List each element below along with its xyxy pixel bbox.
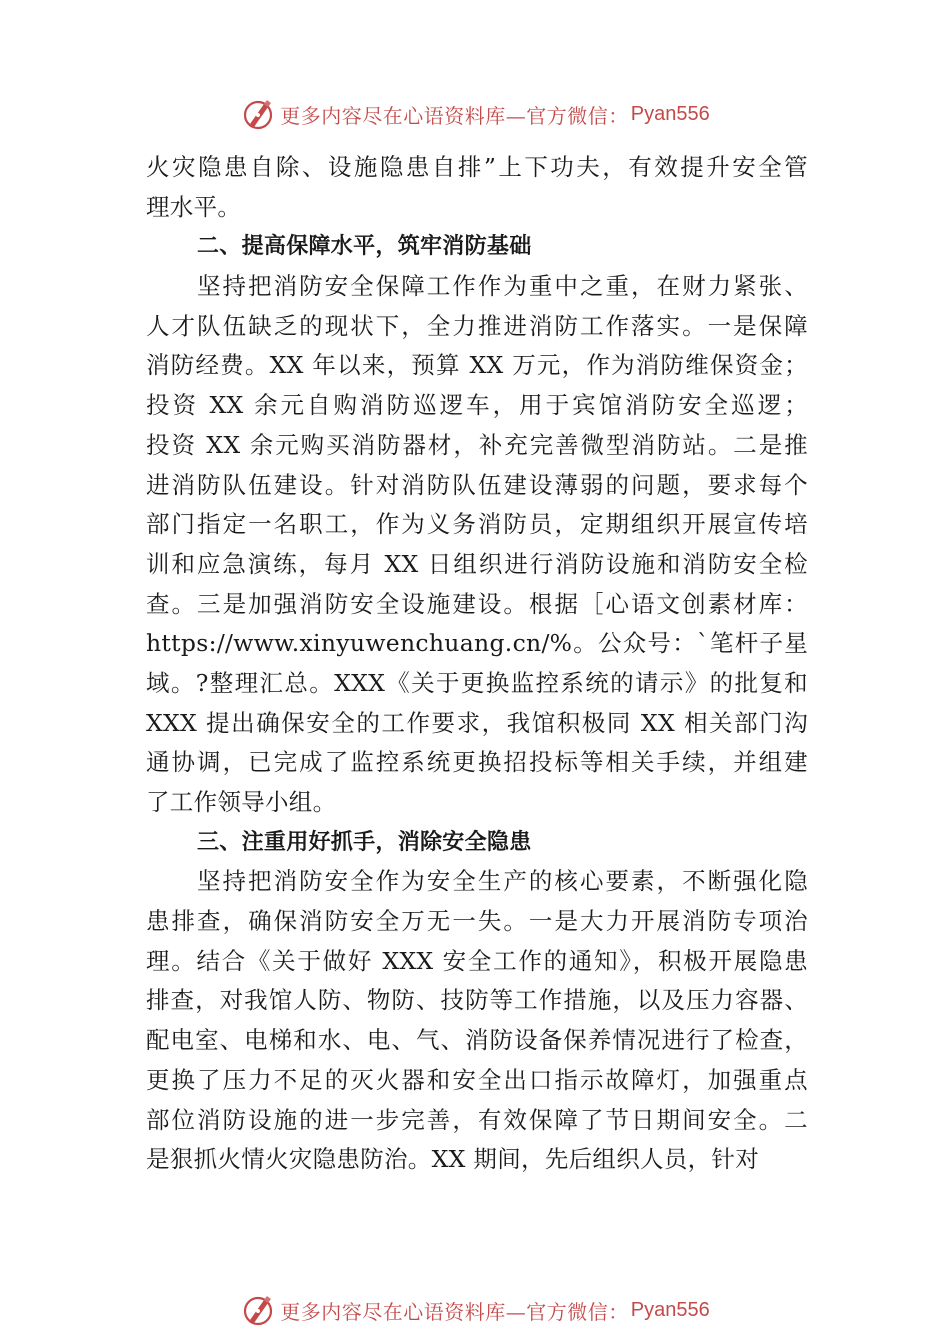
paragraph-line: 查。三是加强消防安全设施建设。根据［心语文创素材库： — [146, 589, 808, 618]
paragraph-line: 部门指定一名职工，作为义务消防员，定期组织开展宣传培 — [146, 510, 808, 539]
paragraph-line: 消防经费。XX 年以来，预算 XX 万元，作为消防维保资金； — [146, 351, 808, 380]
paragraph-line: 配电室、电梯和水、电、气、消防设备保养情况进行了检查， — [146, 1026, 808, 1055]
paragraph-line: 理。结合《关于做好 XXX 安全工作的通知》，积极开展隐患 — [146, 946, 808, 975]
paragraph-line: 是狠抓火情火灾隐患防治。XX 期间，先后组织人员，针对 — [146, 1145, 760, 1174]
section-heading: 二、提高保障水平，筑牢消防基础 — [197, 234, 532, 260]
header-watermark-banner — [0, 94, 950, 134]
paragraph-line: 进消防队伍建设。针对消防队伍建设薄弱的问题，要求每个 — [146, 470, 808, 499]
paragraph-line: 投资 XX 余元购买消防器材，补充完善微型消防站。二是推 — [146, 430, 808, 459]
pen-nib-logo-icon — [240, 96, 276, 132]
banner-wechat-id: Pyan556 — [630, 1298, 710, 1321]
banner-text: 更多内容尽在心语资料库—官方微信： — [280, 103, 629, 128]
paragraph-line: 训和应急演练，每月 XX 日组织进行消防设施和消防安全检 — [146, 549, 808, 578]
banner-text: 更多内容尽在心语资料库—官方微信： — [280, 1299, 629, 1324]
paragraph-line: 人才队伍缺乏的现状下，全力推进消防工作落实。一是保障 — [146, 311, 808, 340]
paragraph-line: 坚持把消防安全作为安全生产的核心要素，不断强化隐 — [197, 867, 808, 896]
paragraph-line: 火灾隐患自除、设施隐患自排”上下功夫，有效提升安全管 — [146, 153, 808, 181]
paragraph-line: 患排查，确保消防安全万无一失。一是大力开展消防专项治 — [146, 907, 808, 936]
banner-wechat-id: Pyan556 — [630, 102, 710, 125]
paragraph-line: 投资 XX 余元自购消防巡逻车，用于宾馆消防安全巡逻； — [146, 391, 808, 420]
paragraph-line: XXX 提出确保安全的工作要求，我馆积极同 XX 相关部门沟 — [146, 708, 808, 737]
paragraph-line: 域。?整理汇总。XXX《关于更换监控系统的请示》的批复和 — [146, 668, 808, 697]
paragraph-line: 通协调，已完成了监控系统更换招投标等相关手续，并组建 — [146, 748, 808, 777]
paragraph-line: 排查，对我馆人防、物防、技防等工作措施，以及压力容器、 — [146, 986, 808, 1015]
footer-watermark-banner — [0, 1290, 950, 1330]
paragraph-line: 理水平。 — [146, 192, 242, 221]
paragraph-line: https://www.xinyuwenchuang.cn/%。公众号：`笔杆子星 — [146, 629, 808, 658]
pen-nib-logo-icon — [240, 1292, 276, 1328]
paragraph-line: 了工作领导小组。 — [146, 788, 337, 816]
paragraph-line: 更换了压力不足的灭火器和安全出口指示故障灯，加强重点 — [146, 1065, 808, 1094]
section-heading: 三、注重用好抓手，消除安全隐患 — [197, 829, 532, 855]
paragraph-line: 部位消防设施的进一步完善，有效保障了节日期间安全。二 — [146, 1105, 808, 1134]
document-body — [146, 148, 808, 1180]
paragraph-line: 坚持把消防安全保障工作作为重中之重，在财力紧张、 — [197, 272, 808, 301]
